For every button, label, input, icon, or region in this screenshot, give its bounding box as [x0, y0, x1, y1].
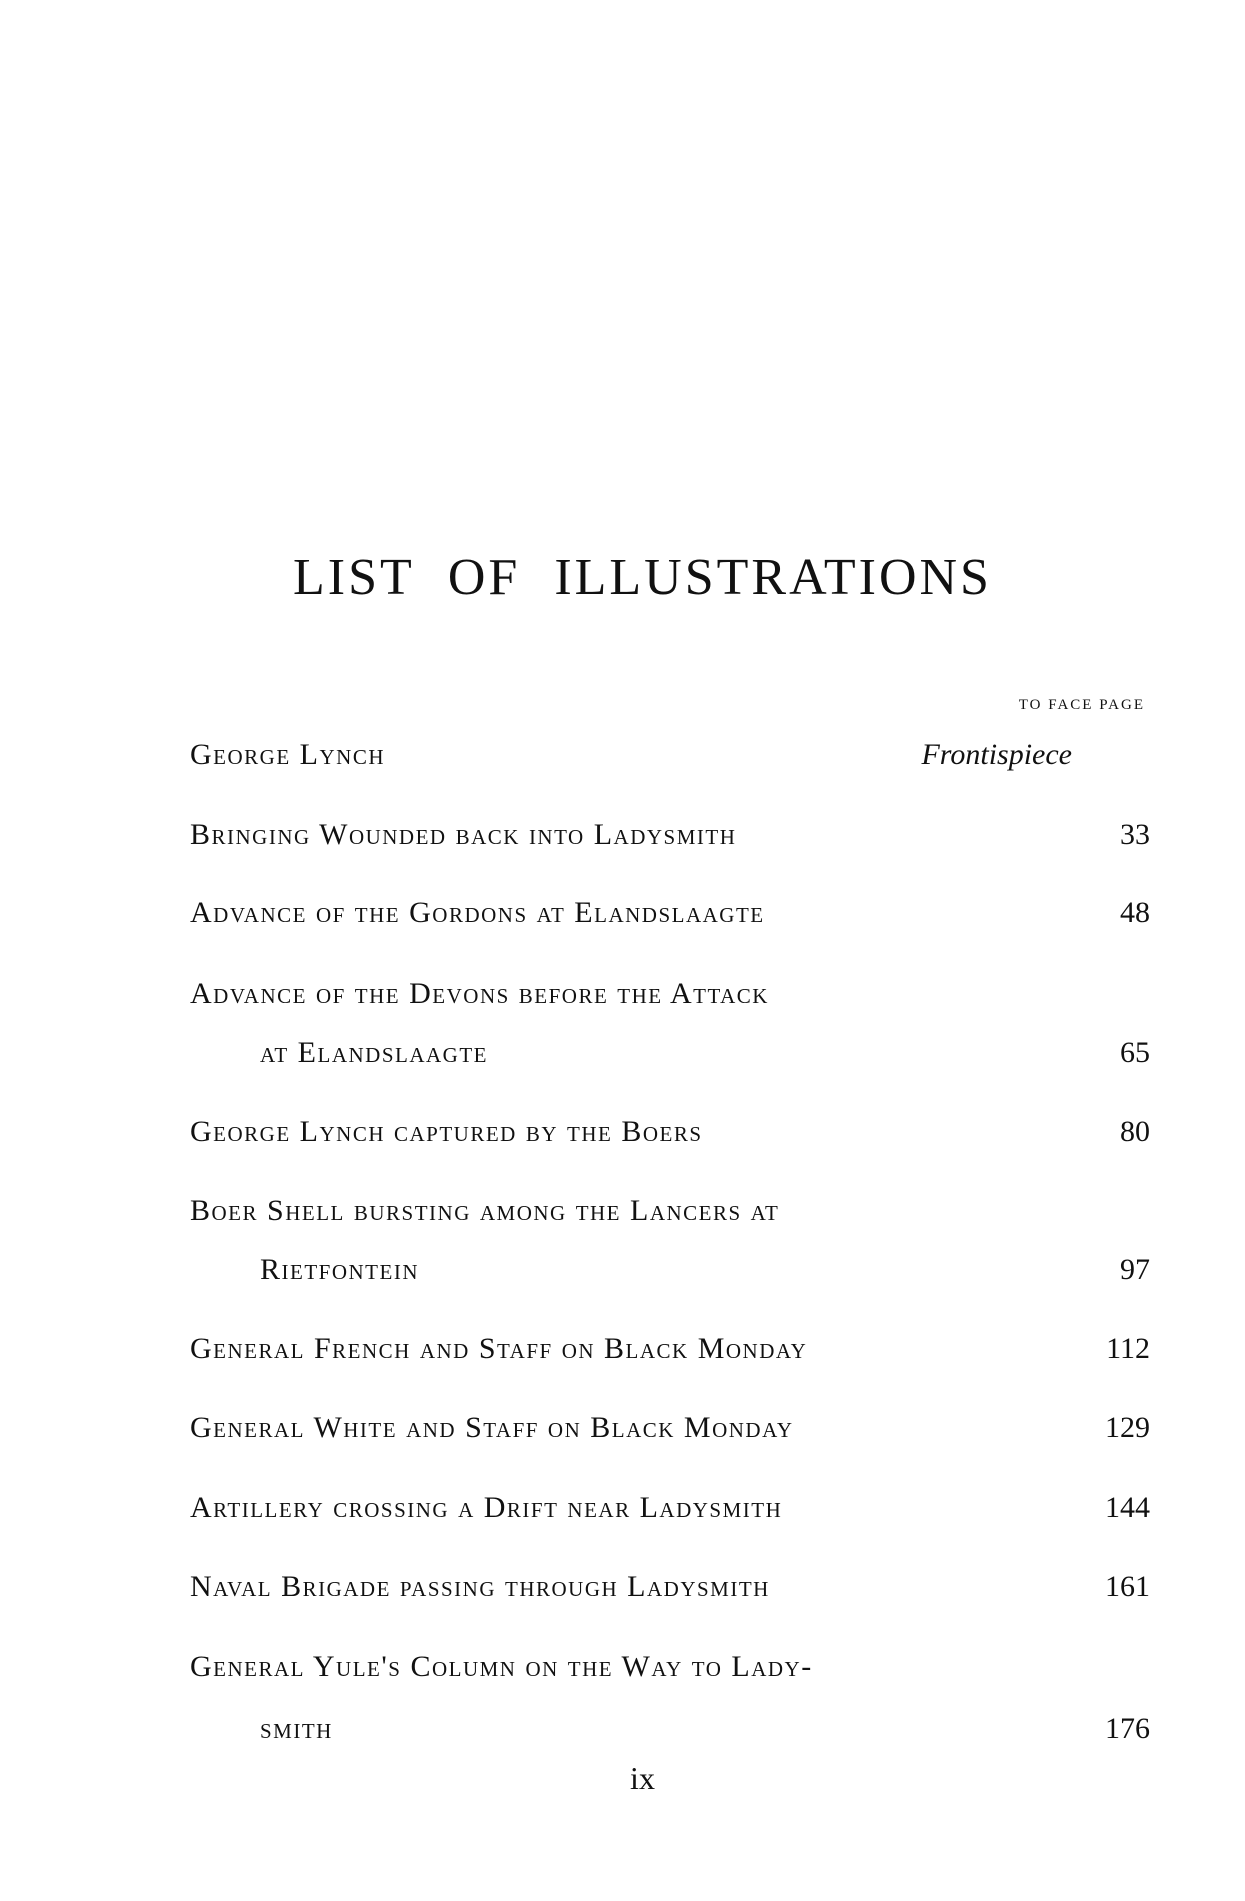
- entry-page: 144: [1105, 1491, 1150, 1524]
- entry-title: Advance of the Devons before the Attack: [190, 977, 769, 1010]
- entry-title: General French and Staff on Black Monday: [190, 1332, 808, 1365]
- column-header: TO FACE PAGE: [1018, 697, 1145, 713]
- entry-page: 48: [1120, 896, 1150, 929]
- entry-title: General Yule's Column on the Way to Lady-: [190, 1650, 813, 1683]
- entry-page: 129: [1105, 1411, 1150, 1444]
- illustrations-list: [190, 0, 1150, 1901]
- entry-page: 176: [1105, 1712, 1150, 1745]
- entry-page: 97: [1120, 1253, 1150, 1286]
- entry-title: George Lynch: [190, 738, 385, 771]
- entry-page: 161: [1105, 1570, 1150, 1603]
- entry-title: General White and Staff on Black Monday: [190, 1411, 794, 1444]
- entry-title: Artillery crossing a Drift near Ladysmith: [190, 1491, 783, 1524]
- entry-title: Bringing Wounded back into Ladysmith: [190, 818, 737, 851]
- entry-page: 33: [1120, 818, 1150, 851]
- entry-page: 80: [1120, 1115, 1150, 1148]
- page-number: ix: [630, 1760, 655, 1796]
- page-title: LIST OF ILLUSTRATIONS: [293, 549, 992, 606]
- entry-title: Boer Shell bursting among the Lancers at: [190, 1194, 780, 1227]
- entry-page: 65: [1120, 1036, 1150, 1069]
- entry-page: Frontispiece: [921, 738, 1072, 771]
- entry-title-continued: Rietfontein: [260, 1253, 419, 1286]
- entry-title-continued: smith: [260, 1712, 333, 1745]
- entry-title: Naval Brigade passing through Ladysmith: [190, 1570, 770, 1603]
- entry-title: Advance of the Gordons at Elandslaagte: [190, 896, 765, 929]
- entry-page: 112: [1106, 1332, 1150, 1365]
- entry-title-continued: at Elandslaagte: [260, 1036, 488, 1069]
- entry-title: George Lynch captured by the Boers: [190, 1115, 703, 1148]
